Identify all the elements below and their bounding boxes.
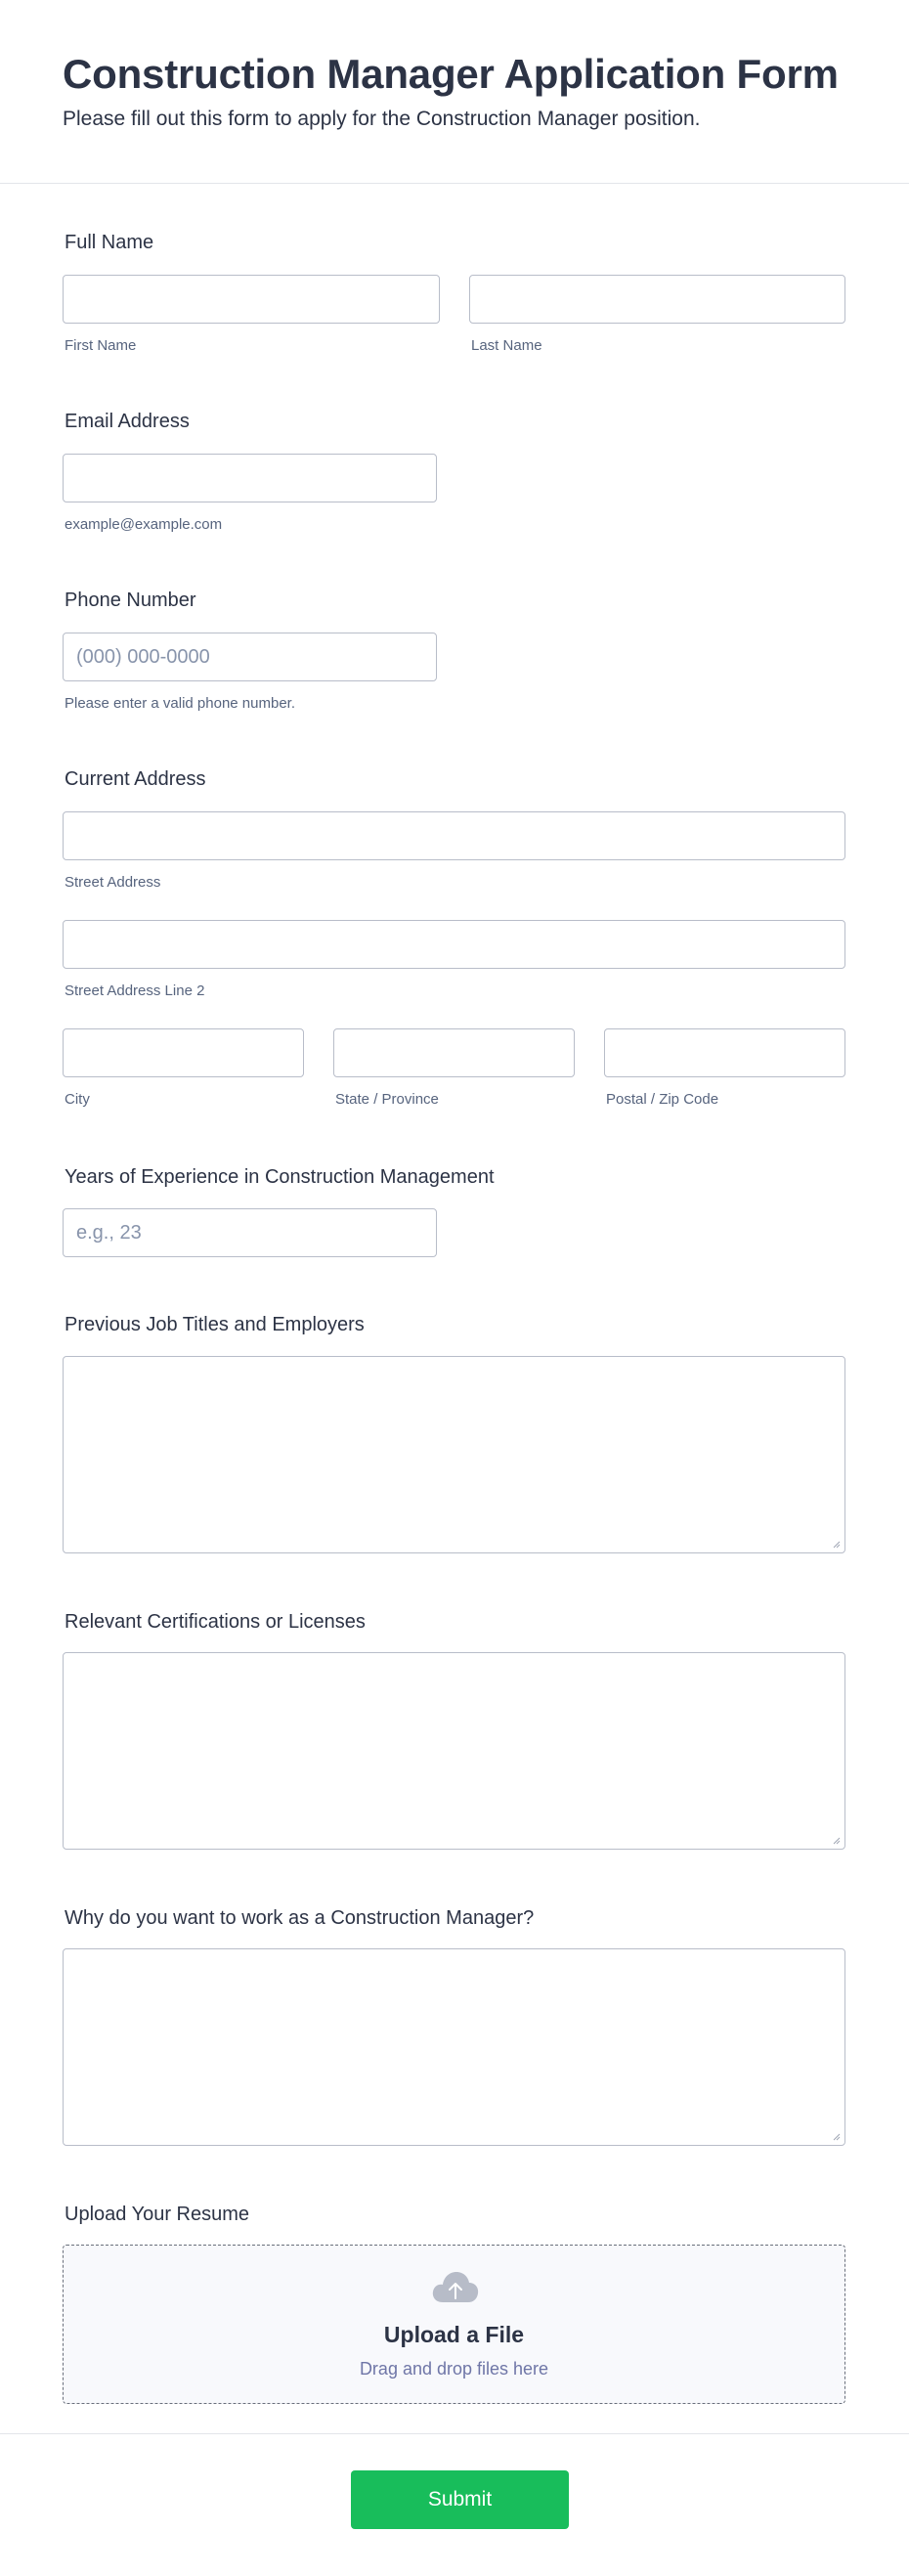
street-address-line2-sublabel: Street Address Line 2 bbox=[65, 982, 205, 999]
file-upload-dropzone[interactable] bbox=[63, 2245, 845, 2404]
full-name-label: Full Name bbox=[65, 232, 154, 253]
resize-grip-icon[interactable] bbox=[832, 1540, 841, 1549]
upload-title: Upload a File bbox=[383, 2322, 525, 2347]
email-label: Email Address bbox=[65, 411, 190, 432]
resume-label: Upload Your Resume bbox=[65, 2204, 250, 2225]
motivation-textarea[interactable] bbox=[63, 1948, 845, 2146]
email-sublabel: example@example.com bbox=[65, 516, 223, 533]
submit-button[interactable]: Submit bbox=[351, 2470, 569, 2529]
city-input[interactable] bbox=[63, 1028, 304, 1077]
form-subtitle: Please fill out this form to apply for the Construction Manager position. bbox=[63, 108, 701, 130]
email-input[interactable] bbox=[63, 454, 437, 502]
form-header bbox=[0, 0, 909, 184]
state-input[interactable] bbox=[333, 1028, 575, 1077]
city-sublabel: City bbox=[65, 1091, 90, 1108]
street-address-sublabel: Street Address bbox=[65, 874, 161, 891]
cloud-upload-icon bbox=[431, 2269, 480, 2304]
street-address-line2-input[interactable] bbox=[63, 920, 845, 969]
motivation-label: Why do you want to work as a Construction Manager? bbox=[65, 1907, 535, 1929]
last-name-input[interactable] bbox=[469, 275, 845, 324]
resize-grip-icon[interactable] bbox=[832, 1836, 841, 1845]
postal-code-sublabel: Postal / Zip Code bbox=[606, 1091, 719, 1108]
phone-sublabel: Please enter a valid phone number. bbox=[65, 695, 295, 712]
last-name-sublabel: Last Name bbox=[471, 337, 542, 354]
first-name-input[interactable] bbox=[63, 275, 440, 324]
previous-jobs-label: Previous Job Titles and Employers bbox=[65, 1314, 365, 1335]
first-name-sublabel: First Name bbox=[65, 337, 137, 354]
address-label: Current Address bbox=[65, 768, 206, 790]
form-title: Construction Manager Application Form bbox=[63, 51, 839, 97]
phone-label: Phone Number bbox=[65, 589, 196, 611]
state-sublabel: State / Province bbox=[335, 1091, 439, 1108]
phone-input[interactable] bbox=[63, 633, 437, 681]
experience-label: Years of Experience in Construction Management bbox=[65, 1166, 495, 1188]
footer-divider bbox=[0, 2433, 909, 2434]
experience-input[interactable] bbox=[63, 1208, 437, 1257]
previous-jobs-textarea[interactable] bbox=[63, 1356, 845, 1553]
certifications-label: Relevant Certifications or Licenses bbox=[65, 1611, 366, 1633]
upload-hint: Drag and drop files here bbox=[359, 2359, 549, 2379]
street-address-input[interactable] bbox=[63, 811, 845, 860]
resize-grip-icon[interactable] bbox=[832, 2132, 841, 2141]
certifications-textarea[interactable] bbox=[63, 1652, 845, 1850]
postal-code-input[interactable] bbox=[604, 1028, 845, 1077]
